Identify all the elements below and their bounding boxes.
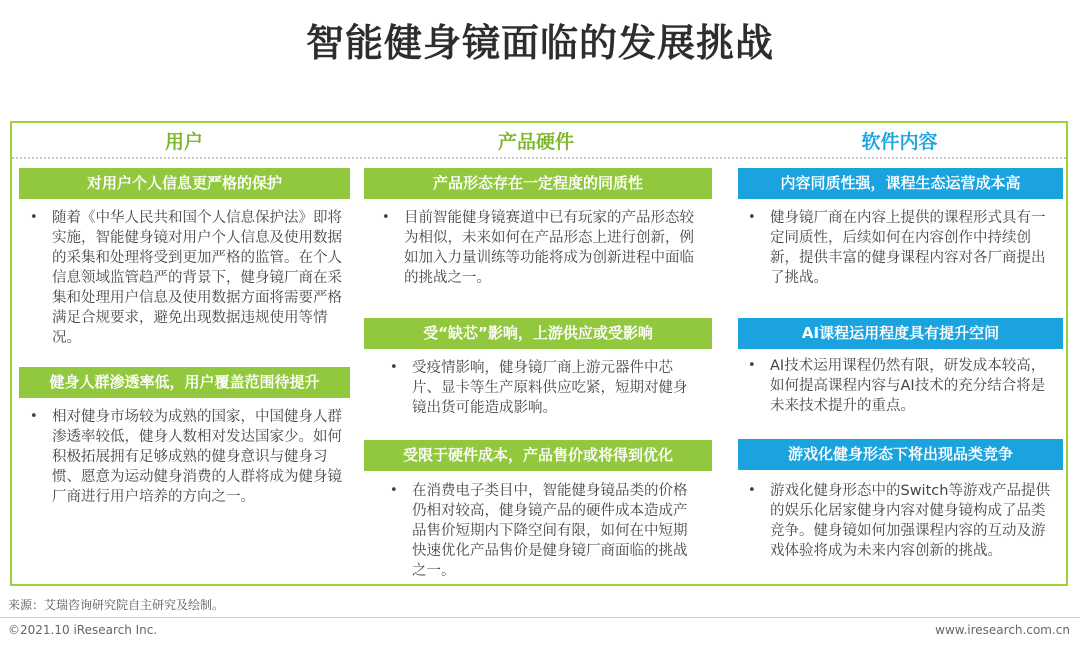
column-header-software: 软件内容 xyxy=(861,131,938,153)
section-paragraph: • 游戏化健身形态中的Switch等游戏产品提供的娱乐化居家健身内容对健身镜构成了品类竞争。健身镜如何加强课程内容的互动及游戏体验将成为未来内容创新的挑战。 xyxy=(748,483,1050,559)
column-header-user: 用户 xyxy=(164,131,203,153)
bullet-icon: • xyxy=(748,210,756,225)
section-paragraph: • 在消费电子类目中，智能健身镜品类的价格仍相对较高，健身镜产品的硬件成本造成产品售价短期内下降空间有限，如何在中短期快速优化产品售价是健身镜厂商面临的挑战之一。 xyxy=(390,483,688,579)
section-paragraph: • 随着《中华人民共和国个人信息保护法》即将实施，智能健身镜对用户个人信息及使用数据的采集和处理将受到更加严格的监管。在个人信息领域监管趋严的背景下，健身镜厂商在采集和处理用户信息及使用数据方面将需要严格满足合规要求，避免出现数据违规使用等情况。 xyxy=(30,210,342,346)
section-heading: 健身人群渗透率低，用户覆盖范围待提升 xyxy=(19,367,350,398)
bullet-icon: • xyxy=(390,360,398,375)
footer-divider xyxy=(0,617,1080,618)
section-heading: 游戏化健身形态下将出现品类竞争 xyxy=(738,439,1063,470)
section-paragraph: • 相对健身市场较为成熟的国家，中国健身人群渗透率较低，健身人数相对发达国家少。如何积极拓展拥有足够成熟的健身意识与健身习惯、愿意为运动健身消费的人群将成为健身镜厂商进行用户培养的方向之一。 xyxy=(30,409,342,505)
section-paragraph: • AI技术运用课程仍然有限，研发成本较高，如何提高课程内容与AI技术的充分结合将是未来技术提升的重点。 xyxy=(748,358,1046,414)
section-heading: 产品形态存在一定程度的同质性 xyxy=(364,168,712,199)
section-heading: 对用户个人信息更严格的保护 xyxy=(19,168,350,199)
bullet-icon: • xyxy=(30,409,38,424)
source-note: 来源：艾瑞咨询研究院自主研究及绘制。 xyxy=(8,598,225,612)
column-header-hardware: 产品硬件 xyxy=(497,131,574,153)
bullet-icon: • xyxy=(390,483,398,498)
section-heading: 受限于硬件成本，产品售价或将得到优化 xyxy=(364,440,712,471)
bullet-icon: • xyxy=(748,483,756,498)
section-heading: AI课程运用程度具有提升空间 xyxy=(738,318,1063,349)
section-heading: 内容同质性强，课程生态运营成本高 xyxy=(738,168,1063,199)
bullet-icon: • xyxy=(382,210,390,225)
section-heading: 受“缺芯”影响，上游供应或受影响 xyxy=(364,318,712,349)
bullet-icon: • xyxy=(30,210,38,225)
section-paragraph: • 受疫情影响，健身镜厂商上游元器件中芯片、显卡等生产原料供应吃紧，短期对健身镜出货可能造成影响。 xyxy=(390,360,688,416)
website-link[interactable]: www.iresearch.com.cn xyxy=(935,623,1070,637)
page-title: 智能健身镜面临的发展挑战 xyxy=(305,21,774,65)
section-paragraph: • 目前智能健身镜赛道中已有玩家的产品形态较为相似，未来如何在产品形态上进行创新，例如加入力量训练等功能将成为创新进程中面临的挑战之一。 xyxy=(382,210,694,286)
section-paragraph: • 健身镜厂商在内容上提供的课程形式具有一定同质性，后续如何在内容创作中持续创新，提供丰富的健身课程内容对各厂商提出了挑战。 xyxy=(748,210,1046,286)
copyright: ©2021.10 iResearch Inc. xyxy=(8,623,158,637)
bullet-icon: • xyxy=(748,358,756,373)
header-divider xyxy=(12,157,1066,159)
